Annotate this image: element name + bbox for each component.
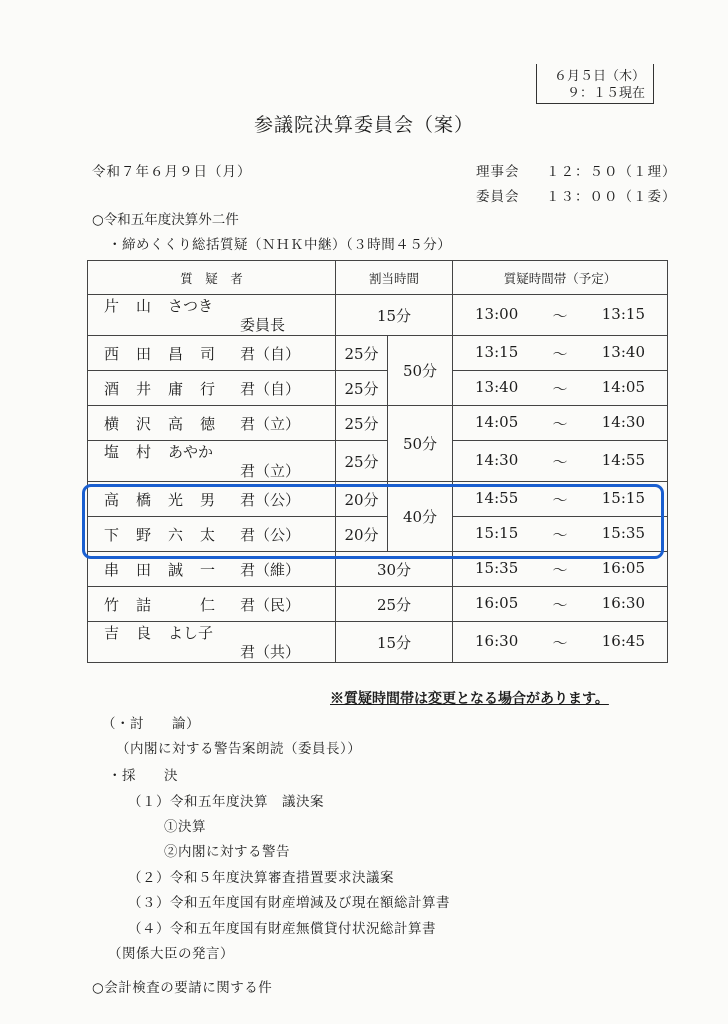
slot-tilde: 〜 bbox=[552, 633, 568, 652]
name-part: 仁 bbox=[200, 595, 216, 614]
questioner-role: 君（自） bbox=[240, 379, 301, 398]
allotted-time: 20分 bbox=[336, 517, 388, 552]
flow-item-3: （３）令和五年度国有財産増減及び現在額総計算書 bbox=[128, 895, 450, 911]
questioner-cell bbox=[88, 622, 336, 663]
name-part: 山 bbox=[136, 297, 152, 315]
flow-warning-reading: （内閣に対する警告案朗読（委員長）） bbox=[116, 741, 362, 757]
group-time: 50分 bbox=[388, 406, 453, 482]
questioner-name bbox=[104, 594, 240, 615]
schedule-note: ※質疑時間帯は変更となる場合があります。 bbox=[330, 691, 609, 707]
slot-start: 14:05 bbox=[475, 412, 519, 431]
meeting-date: 令和７年６月９日（月） bbox=[92, 164, 252, 180]
name-part: 野 bbox=[136, 525, 152, 544]
table-row bbox=[88, 336, 668, 371]
agenda-subitem: ・締めくくり総括質疑（ＮＨＫ中継）（３時間４５分） bbox=[108, 237, 452, 253]
slot-end: 15:35 bbox=[601, 523, 645, 542]
name-part: 田 bbox=[136, 560, 152, 579]
name-part: 串 bbox=[104, 560, 120, 579]
slot-end: 16:05 bbox=[601, 558, 645, 577]
questioner-role: 君（立） bbox=[240, 414, 301, 433]
slot-tilde: 〜 bbox=[552, 379, 568, 398]
status-date: ６月５日（木） bbox=[553, 69, 645, 84]
allotted-time: 25分 bbox=[336, 441, 388, 482]
header-slot: 質疑時間帯（予定） bbox=[453, 261, 668, 295]
name-part: 橋 bbox=[136, 490, 152, 509]
name-part: 誠 bbox=[168, 560, 184, 579]
slot-end: 16:30 bbox=[601, 593, 645, 612]
slot-start: 16:30 bbox=[475, 631, 519, 650]
name-part: 高 bbox=[168, 414, 184, 433]
slot-tilde: 〜 bbox=[552, 560, 568, 579]
name-part: 徳 bbox=[200, 414, 216, 433]
meeting-row-board bbox=[476, 160, 677, 180]
flow-audit-request: ○会計検査の要請に関する件 bbox=[92, 980, 273, 996]
slot-end: 14:05 bbox=[601, 377, 645, 396]
table-row bbox=[88, 406, 668, 441]
slot-tilde: 〜 bbox=[552, 490, 568, 509]
flow-vote: ・採 決 bbox=[108, 768, 178, 784]
name-part: 村 bbox=[136, 443, 152, 461]
name-part: 片 bbox=[104, 297, 120, 315]
time-slot bbox=[453, 587, 668, 622]
name-part: 良 bbox=[136, 624, 152, 642]
header-allotted: 割当時間 bbox=[336, 261, 453, 295]
questioner-cell bbox=[88, 587, 336, 622]
name-part: 庸 bbox=[168, 379, 184, 398]
status-box bbox=[536, 64, 654, 104]
status-time: ９：１５現在 bbox=[566, 86, 645, 101]
slot-end: 13:40 bbox=[601, 342, 645, 361]
name-part: 六 bbox=[168, 525, 184, 544]
meeting-label: 委員会 bbox=[476, 189, 520, 205]
time-slot bbox=[453, 622, 668, 663]
questioner-name bbox=[104, 559, 240, 580]
slot-tilde: 〜 bbox=[552, 414, 568, 433]
flow-item-4: （４）令和五年度国有財産無償貸付状況総計算書 bbox=[128, 921, 436, 937]
header-questioner: 質 疑 者 bbox=[88, 261, 336, 295]
questioner-name bbox=[104, 413, 240, 434]
questioner-cell bbox=[88, 441, 336, 482]
slot-start: 14:30 bbox=[475, 450, 519, 469]
questioner-role: 君（共） bbox=[240, 643, 301, 661]
flow-item-1a: ①決算 bbox=[164, 819, 206, 835]
slot-tilde: 〜 bbox=[552, 306, 568, 325]
allotted-time: 25分 bbox=[336, 336, 388, 371]
questioner-role: 君（自） bbox=[240, 344, 301, 363]
name-part: 竹 bbox=[104, 595, 120, 614]
name-part: 酒 bbox=[104, 379, 120, 398]
flow-discussion: （・討 論） bbox=[102, 716, 200, 732]
questioner-cell bbox=[88, 406, 336, 441]
name-part: あやか bbox=[168, 443, 214, 461]
questioner-cell bbox=[88, 336, 336, 371]
questioner-cell bbox=[88, 295, 336, 336]
questioner-role: 君（公） bbox=[240, 490, 301, 509]
name-part: 司 bbox=[200, 344, 216, 363]
questioner-role: 君（立） bbox=[240, 462, 301, 480]
slot-start: 13:15 bbox=[475, 342, 519, 361]
name-part: 西 bbox=[104, 344, 120, 363]
time-slot bbox=[453, 336, 668, 371]
questioner-name bbox=[104, 441, 240, 480]
name-part: 横 bbox=[104, 414, 120, 433]
slot-start: 13:00 bbox=[475, 304, 519, 323]
time-slot bbox=[453, 441, 668, 482]
questioner-name bbox=[104, 622, 240, 661]
time-slot bbox=[453, 295, 668, 336]
meeting-time: １２：５０（１理） bbox=[546, 164, 677, 180]
slot-start: 15:15 bbox=[475, 523, 519, 542]
name-part: 塩 bbox=[104, 443, 120, 461]
agenda-item: ○令和五年度決算外二件 bbox=[92, 212, 239, 228]
page-title: 参議院決算委員会（案） bbox=[253, 114, 474, 136]
meeting-row-committee bbox=[476, 185, 677, 205]
time-slot bbox=[453, 371, 668, 406]
questioner-cell bbox=[88, 371, 336, 406]
allotted-time: 30分 bbox=[336, 552, 453, 587]
slot-end: 14:55 bbox=[601, 450, 645, 469]
name-part: 詰 bbox=[136, 595, 152, 614]
questioner-role: 君（民） bbox=[240, 595, 301, 614]
name-part: 一 bbox=[200, 560, 216, 579]
meeting-label: 理事会 bbox=[476, 164, 520, 180]
name-part: 男 bbox=[200, 490, 216, 509]
schedule-table bbox=[87, 260, 668, 663]
allotted-time: 15分 bbox=[336, 622, 453, 663]
questioner-role: 君（公） bbox=[240, 525, 301, 544]
allotted-time: 20分 bbox=[336, 482, 388, 517]
slot-tilde: 〜 bbox=[552, 452, 568, 471]
name-part: 太 bbox=[200, 525, 216, 544]
slot-start: 14:55 bbox=[475, 488, 519, 507]
allotted-time: 25分 bbox=[336, 587, 453, 622]
questioner-name bbox=[104, 295, 240, 334]
allotted-time: 15分 bbox=[336, 295, 453, 336]
flow-item-2: （２）令和５年度決算審査措置要求決議案 bbox=[128, 870, 394, 886]
table-row bbox=[88, 371, 668, 406]
meeting-time: １３：００（１委） bbox=[546, 189, 677, 205]
questioner-name bbox=[104, 343, 240, 364]
slot-tilde: 〜 bbox=[552, 525, 568, 544]
name-part: 下 bbox=[104, 525, 120, 544]
name-part: 田 bbox=[136, 344, 152, 363]
table-row bbox=[88, 622, 668, 663]
allotted-time: 25分 bbox=[336, 406, 388, 441]
slot-start: 15:35 bbox=[475, 558, 519, 577]
questioner-role: 委員長 bbox=[240, 316, 286, 334]
questioner-role: 君（維） bbox=[240, 560, 301, 579]
name-part: 昌 bbox=[168, 344, 184, 363]
flow-item-1b: ②内閣に対する警告 bbox=[164, 844, 290, 860]
name-part: よし子 bbox=[168, 624, 214, 642]
slot-end: 16:45 bbox=[601, 631, 645, 650]
name-part: 井 bbox=[136, 379, 152, 398]
highlight-box bbox=[82, 484, 664, 559]
name-part: 光 bbox=[168, 490, 184, 509]
name-part: 吉 bbox=[104, 624, 120, 642]
name-part: 沢 bbox=[136, 414, 152, 433]
slot-tilde: 〜 bbox=[552, 344, 568, 363]
flow-item-1: （１）令和五年度決算 議決案 bbox=[128, 794, 324, 810]
group-time: 50分 bbox=[388, 336, 453, 406]
slot-start: 16:05 bbox=[475, 593, 519, 612]
slot-start: 13:40 bbox=[475, 377, 519, 396]
table-row bbox=[88, 295, 668, 336]
slot-end: 15:15 bbox=[601, 488, 645, 507]
table-header-row bbox=[88, 261, 668, 295]
slot-tilde: 〜 bbox=[552, 595, 568, 614]
flow-minister-remarks: （関係大臣の発言） bbox=[108, 946, 234, 962]
allotted-time: 25分 bbox=[336, 371, 388, 406]
name-part: 行 bbox=[200, 379, 216, 398]
name-part: さつき bbox=[168, 297, 214, 315]
group-time: 40分 bbox=[388, 482, 453, 552]
slot-end: 13:15 bbox=[601, 304, 645, 323]
name-part: 高 bbox=[104, 490, 120, 509]
table-row bbox=[88, 441, 668, 482]
table-row bbox=[88, 587, 668, 622]
questioner-name bbox=[104, 378, 240, 399]
time-slot bbox=[453, 406, 668, 441]
slot-end: 14:30 bbox=[601, 412, 645, 431]
